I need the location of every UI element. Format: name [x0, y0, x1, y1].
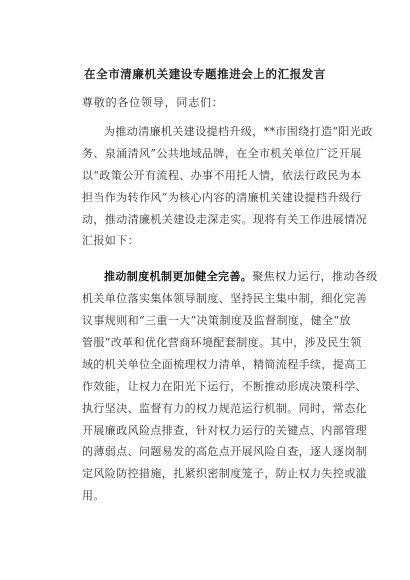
document-body: [82, 121, 378, 507]
paragraph-2-line: 开展廉政风险点排查，针对权力运行的关键点、内部管理: [82, 423, 367, 437]
paragraph-2-line: 作效能，让权力在阳光下运行，不断推动形成决策科学、: [82, 379, 367, 393]
paragraph-2-line-text: 聚焦权力运行，推动各级: [252, 270, 378, 284]
paragraph-1-line: 动，推动清廉机关建设走深走实。现将有关工作进展情况: [82, 212, 367, 226]
paragraph-2-line: 定风险防控措施，扎紧织密制度笼子，防止权力失控或滥: [82, 467, 367, 481]
paragraph-1-line: 务、泉涌清风”公共地域品牌，在全市机关单位广泛开展: [82, 146, 362, 160]
paragraph-2-line: 的薄弱点、问题易发的高危点开展风险自查，逐人逐岗制: [82, 445, 367, 459]
paragraph-2-line: 执行坚决、监督有力的权力规范运行机制。同时，常态化: [82, 401, 367, 415]
paragraph-1-line: 汇报如下：: [82, 234, 139, 248]
paragraph-gap: [82, 252, 332, 266]
paragraph-2-first-line: [82, 266, 378, 288]
paragraph-1-line: 担当作为转作风”为核心内容的清廉机关建设提档升级行: [82, 190, 362, 204]
salutation: 尊敬的各位领导，同志们：: [82, 96, 224, 109]
paragraph-2-line: 议事规则和“三重一大”决策制度及监督制度，健全“放: [82, 314, 351, 328]
paragraph-2-line: 管服”改革和优化营商环境配套制度。其中，涉及民生领: [82, 336, 362, 350]
paragraph-1-line: 为推动清廉机关建设提档升级，**市围绕打造“阳光政: [104, 125, 373, 138]
paragraph-2-line: 域的机关单位全面梳理权力清单，精简流程手续，提高工: [82, 357, 367, 371]
paragraph-1-line: 以“政策公开有流程、办事不用托人情，依法行政民为本: [82, 168, 362, 182]
section-heading: 推动制度机制更加健全完善。: [104, 270, 253, 284]
document-title: 在全市清廉机关建设专题推进会上的汇报发言: [84, 67, 326, 81]
paragraph-2-line: 机关单位落实集体领导制度、坚持民主集中制，细化完善: [82, 292, 367, 306]
paragraph-2-line: 用。: [82, 489, 105, 503]
